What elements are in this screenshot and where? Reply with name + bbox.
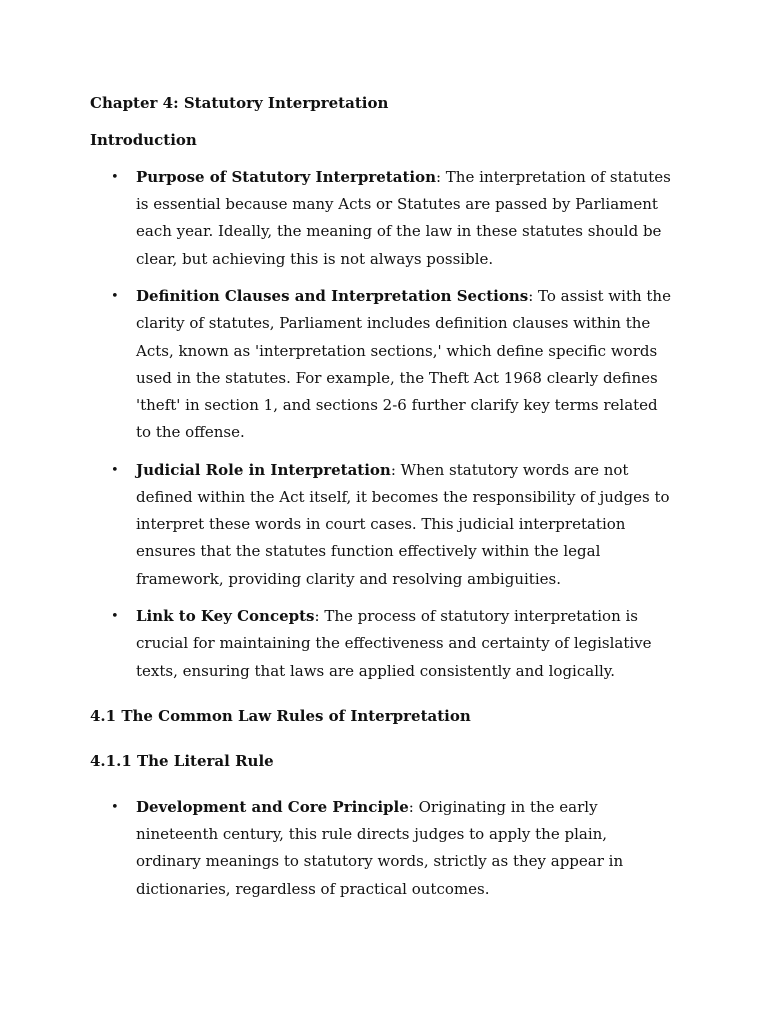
bullet-text: : Originating in the early nineteenth century, this rule directs judges to apply the plain, ordinary meanings to statutory words, strictly as they appear in dictionaries, regardless of practical outcomes. (136, 798, 624, 898)
list-item-development (0, 794, 676, 903)
bullet-text: : The interpretation of statutes is essential because many Acts or Statutes are passed by Parliament each year. Ideally, the meaning of the law in these statutes should be clear, but achieving this is not always possible. (136, 168, 671, 268)
bullet-icon: • (111, 800, 119, 815)
section-4-1-1-heading: 4.1.1 The Literal Rule (90, 752, 274, 770)
bullet-term: Definition Clauses and Interpretation Sections (136, 287, 529, 306)
list-item-definition-clauses (0, 283, 676, 446)
bullet-term: Link to Key Concepts (136, 607, 315, 626)
bullet-text: : When statutory words are not defined within the Act itself, it becomes the responsibility of judges to interpret these words in court cases. This judicial interpretation ensures that the statutes function effectively within the legal framework, providing clarity and resolving ambiguities. (136, 460, 670, 588)
bullet-icon: • (111, 609, 119, 625)
list-item-key-concepts (0, 603, 676, 685)
introduction-bullet-list (0, 164, 768, 685)
list-item-purpose (0, 164, 676, 273)
literal-rule-bullet-list (0, 794, 768, 903)
bullet-icon: • (111, 289, 119, 305)
bullet-icon: • (111, 170, 119, 185)
chapter-title: Chapter 4: Statutory Interpretation (90, 94, 389, 112)
bullet-text: : The process of statutory interpretation is crucial for maintaining the effectiveness and certainty of legislative texts, ensuring that laws are applied consistently and logically. (136, 607, 652, 680)
bullet-term: Development and Core Principle (136, 798, 409, 816)
bullet-text: : To assist with the clarity of statutes, Parliament includes definition clauses within the Acts, known as 'interpretation sections,' which define specific words used in the statutes. For example, the Theft Act 1968 clearly defines 'theft' in section 1, and sections 2-6 further clarify key terms related to the offense. (136, 287, 671, 442)
bullet-term: Judicial Role in Interpretation (136, 460, 391, 479)
bullet-icon: • (111, 462, 119, 478)
section-4-1-heading: 4.1 The Common Law Rules of Interpretation (90, 707, 471, 725)
list-item-judicial-role (0, 457, 676, 593)
introduction-heading: Introduction (90, 131, 197, 149)
bullet-term: Purpose of Statutory Interpretation (136, 168, 436, 186)
